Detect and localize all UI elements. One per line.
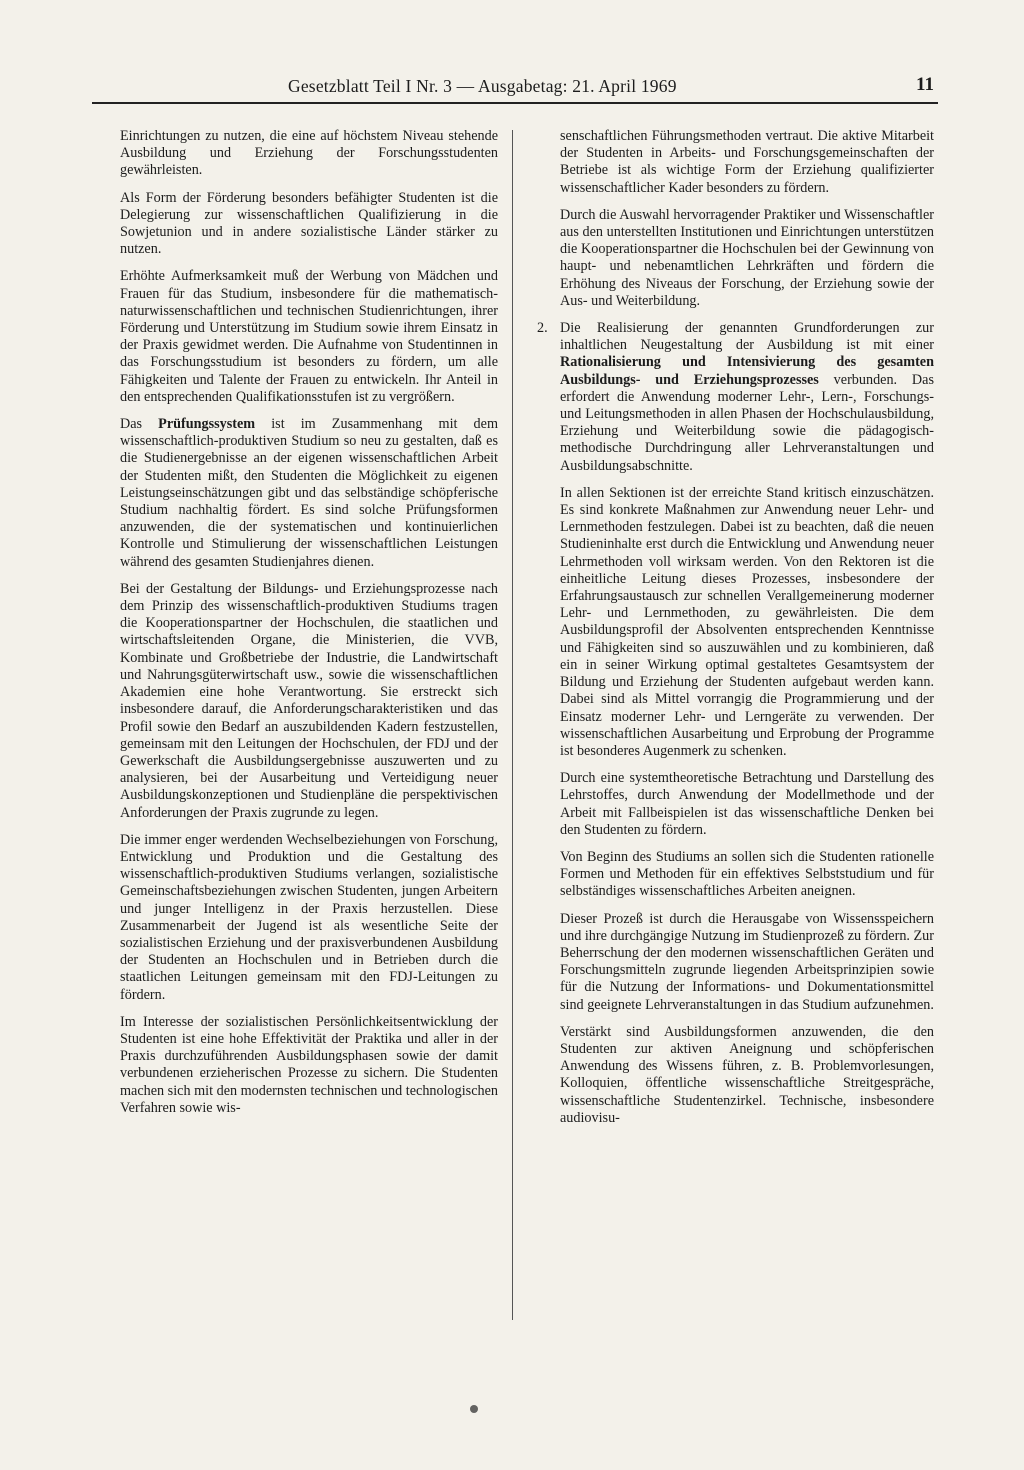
- paragraph-rest: ist im Zusammenhang mit dem wissenschaftlich-produktiven Studium so neu zu gestalten, daß es die Studienergebnisse an der eigenen wissenschaftlichen Arbeit der Studenten mißt, den Studenten die Möglichkeit zu eigenen Leistungseinschätzungen gibt und das selbständige schöpferische Studium nachhaltig fördert. Es sind solche Prüfungsformen anzuwenden, die der systematischen und kontinuierlichen Kontrolle und Stimulierung der wissenschaftlichen Leistungen während des gesamten Studienjahres dienen.: [120, 416, 498, 570]
- paragraph: Die immer enger werdenden Wechselbeziehungen von Forschung, Entwicklung und Produktion und die Gestaltung des wissenschaftlich-produktiven Studiums verlangen, sozialistische Gemeinschaftsbeziehungen zwischen Studenten, jungen Arbeitern und junger Intelligenz in der Praxis herzustellen. Diese Zusammenarbeit der Jugend ist als wesentliche Seite der sozialistischen Erziehung und der praxisverbundenen Ausbildung der Studenten an Hochschulen und in Betrieben durch die staatlichen Leitungen gemeinsam mit den FDJ-Leitungen zu fördern.: [120, 831, 498, 1003]
- list-item-2: [537, 320, 934, 475]
- emphasis-term: Prüfungssystem: [158, 416, 256, 433]
- column-divider: [512, 130, 513, 1320]
- paragraph: In allen Sektionen ist der erreichte Stand kritisch einzuschätzen. Es sind konkrete Maßnahmen zur Anwendung neuer Lehr- und Lernmethoden festzulegen. Dabei ist zu beachten, daß die neuen Studieninhalte erst durch die Entwicklung und Anwendung neuer Lehrmethoden voll wirksam werden. Von den Rektoren ist die einheitliche Leitung dieses Prozesses, insbesondere der Erfahrungsaustausch zur schnellen Verallgemeinerung moderner Lehr- und Lernmethoden, zu gewährleisten. Die dem Ausbildungsprofil der Absolventen entsprechenden Kenntnisse und Fähigkeiten sind so auszuwählen und zu kombinieren, daß ein in seiner Wirkung optimal gestaltetes Gesamtsystem der Bildung und Erziehung der Studenten aufgebaut werden kann. Dabei sind als Mittel vorrangig die Programmierung und der Einsatz moderner Lehr- und Lerngeräte zu verwenden. Der wissenschaftlichen Ausarbeitung und Erprobung der Programme ist besonderes Augenmerk zu schenken.: [560, 484, 934, 759]
- right-column: [537, 128, 934, 1137]
- page-header-title: Gesetzblatt Teil I Nr. 3 — Ausgabetag: 21. April 1969: [288, 76, 677, 96]
- ink-spot-mark: [470, 1405, 478, 1413]
- page-number: 11: [916, 74, 934, 95]
- header-rule: [92, 102, 938, 104]
- paragraph: Erhöhte Aufmerksamkeit muß der Werbung von Mädchen und Frauen für das Studium, insbesondere für die mathematisch-naturwissenschaftlichen und technischen Studienrichtungen, ihrer Förderung und Unterstützung im Studium sowie ihrem Einsatz in der Praxis gewidmet werden. Die Aufnahme von Studentinnen in das Forschungsstudium ist besonders zu fördern, um alle Fähigkeiten und Talente der Frauen zu entwickeln. Ihr Anteil in den entsprechenden Qualifikationsstufen ist zu vergrößern.: [120, 268, 498, 405]
- list-item-prefix: Die Realisierung der genannten Grundforderungen zur inhaltlichen Neugestaltung der Ausbildung ist mit einer: [560, 320, 934, 354]
- paragraph: Durch die Auswahl hervorragender Praktiker und Wissenschaftler aus den unterstellten Institutionen und Einrichtungen unterstützen die Kooperationspartner die Hochschulen bei der Gewinnung von haupt- und nebenamtlichen Lehrkräften und fördern die Erhöhung des Niveaus der Forschung, der Erziehung sowie der Aus- und Weiterbildung.: [560, 206, 934, 309]
- paragraph-prefix: Das: [120, 416, 159, 433]
- list-item-rest: verbunden. Das erfordert die Anwendung moderner Lehr-, Lern-, Forschungs- und Leitungsmethoden in allen Phasen der Hochschulausbildung, Erziehung und Weiterbildung sowie die pädagogisch-methodische Durchdringung aller Lehrveranstaltungen und Ausbildungsabschnitte.: [560, 371, 934, 474]
- paragraph: Durch eine systemtheoretische Betrachtung und Darstellung des Lehrstoffes, durch Anwendung der Modellmethode und der Arbeit mit Fallbeispielen ist das wissenschaftliche Denken bei den Studenten zu fördern.: [560, 770, 934, 838]
- paragraph: Verstärkt sind Ausbildungsformen anzuwenden, die den Studenten zur aktiven Aneignung und schöpferischen Anwendung des Wissens führen, z. B. Problemvorlesungen, Kolloquien, öffentliche wissenschaftliche Streitgespräche, wissenschaftliche Studentenzirkel. Technische, insbesondere audiovisu-: [560, 1023, 934, 1126]
- left-column: [120, 128, 498, 1127]
- page-header: [92, 76, 938, 102]
- paragraph: Im Interesse der sozialistischen Persönlichkeitsentwicklung der Studenten ist eine hohe Effektivität der Praktika und aller in der Praxis durchzuführenden Ausbildungsphasen sowie der damit verbundenen erzieherischen Prozesse zu sichern. Die Studenten machen sich mit den modernsten technischen und technologischen Verfahren sowie wis-: [120, 1013, 498, 1116]
- paragraph: Bei der Gestaltung der Bildungs- und Erziehungsprozesse nach dem Prinzip des wissenschaftlich-produktiven Studiums tragen die Kooperationspartner der Hochschulen, die staatlichen und wirtschaftsleitenden Organe, die Ministerien, die VVB, Kombinate und Großbetriebe der Industrie, die Landwirtschaft und Nahrungsgüterwirtschaft usw., sowie die wissenschaftlichen Akademien eine hohe Verantwortung. Sie erstreckt sich insbesondere darauf, die Anforderungscharakteristiken und das Profil sowie den Bedarf an auszubildenden Kadern festzustellen, gemeinsam mit den Leitungen der Hochschulen, der FDJ und der Gewerkschaft die Ausbildungsergebnisse auszuwerten und zu analysieren, bei der Ausarbeitung und Verteidigung neuer Ausbildungskonzeptionen und Studienpläne die perspektivischen Anforderungen der Praxis zugrunde zu legen.: [120, 580, 498, 821]
- paragraph-pruefungssystem: [120, 416, 498, 571]
- emphasis-term: Rationalisierung und Intensivierung des gesamten Ausbildungs- und Erziehungsprozesses: [560, 354, 934, 388]
- paragraph: senschaftlichen Führungsmethoden vertraut. Die aktive Mitarbeit der Studenten in Arbeits- und Forschungsgemeinschaften der Betriebe ist als wichtige Form der Erziehung qualifizierter wissenschaftlicher Kader besonders zu fördern.: [560, 128, 934, 196]
- paragraph: Von Beginn des Studiums an sollen sich die Studenten rationelle Formen und Methoden für ein effektives Selbststudium und für selbständiges wissenschaftliches Arbeiten aneignen.: [560, 848, 934, 900]
- paragraph: Als Form der Förderung besonders befähigter Studenten ist die Delegierung zur wissenschaftlichen Qualifizierung in die Sowjetunion und in andere sozialistische Länder stärker zu nutzen.: [120, 189, 498, 258]
- list-number: 2.: [537, 320, 548, 337]
- paragraph: Einrichtungen zu nutzen, die eine auf höchstem Niveau stehende Ausbildung und Erziehung der Forschungsstudenten gewährleisten.: [120, 128, 498, 179]
- paragraph: Dieser Prozeß ist durch die Herausgabe von Wissensspeichern und ihre durchgängige Nutzung im Studienprozeß zu fördern. Zur Beherrschung der den modernen wissenschaftlichen Geräten und Forschungsmitteln zugrunde liegenden Arbeitsprinzipien sowie für die Nutzung der Informations- und Dokumentationsmittel sind geeignete Lehrveranstaltungen in das Studium aufzunehmen.: [560, 910, 934, 1013]
